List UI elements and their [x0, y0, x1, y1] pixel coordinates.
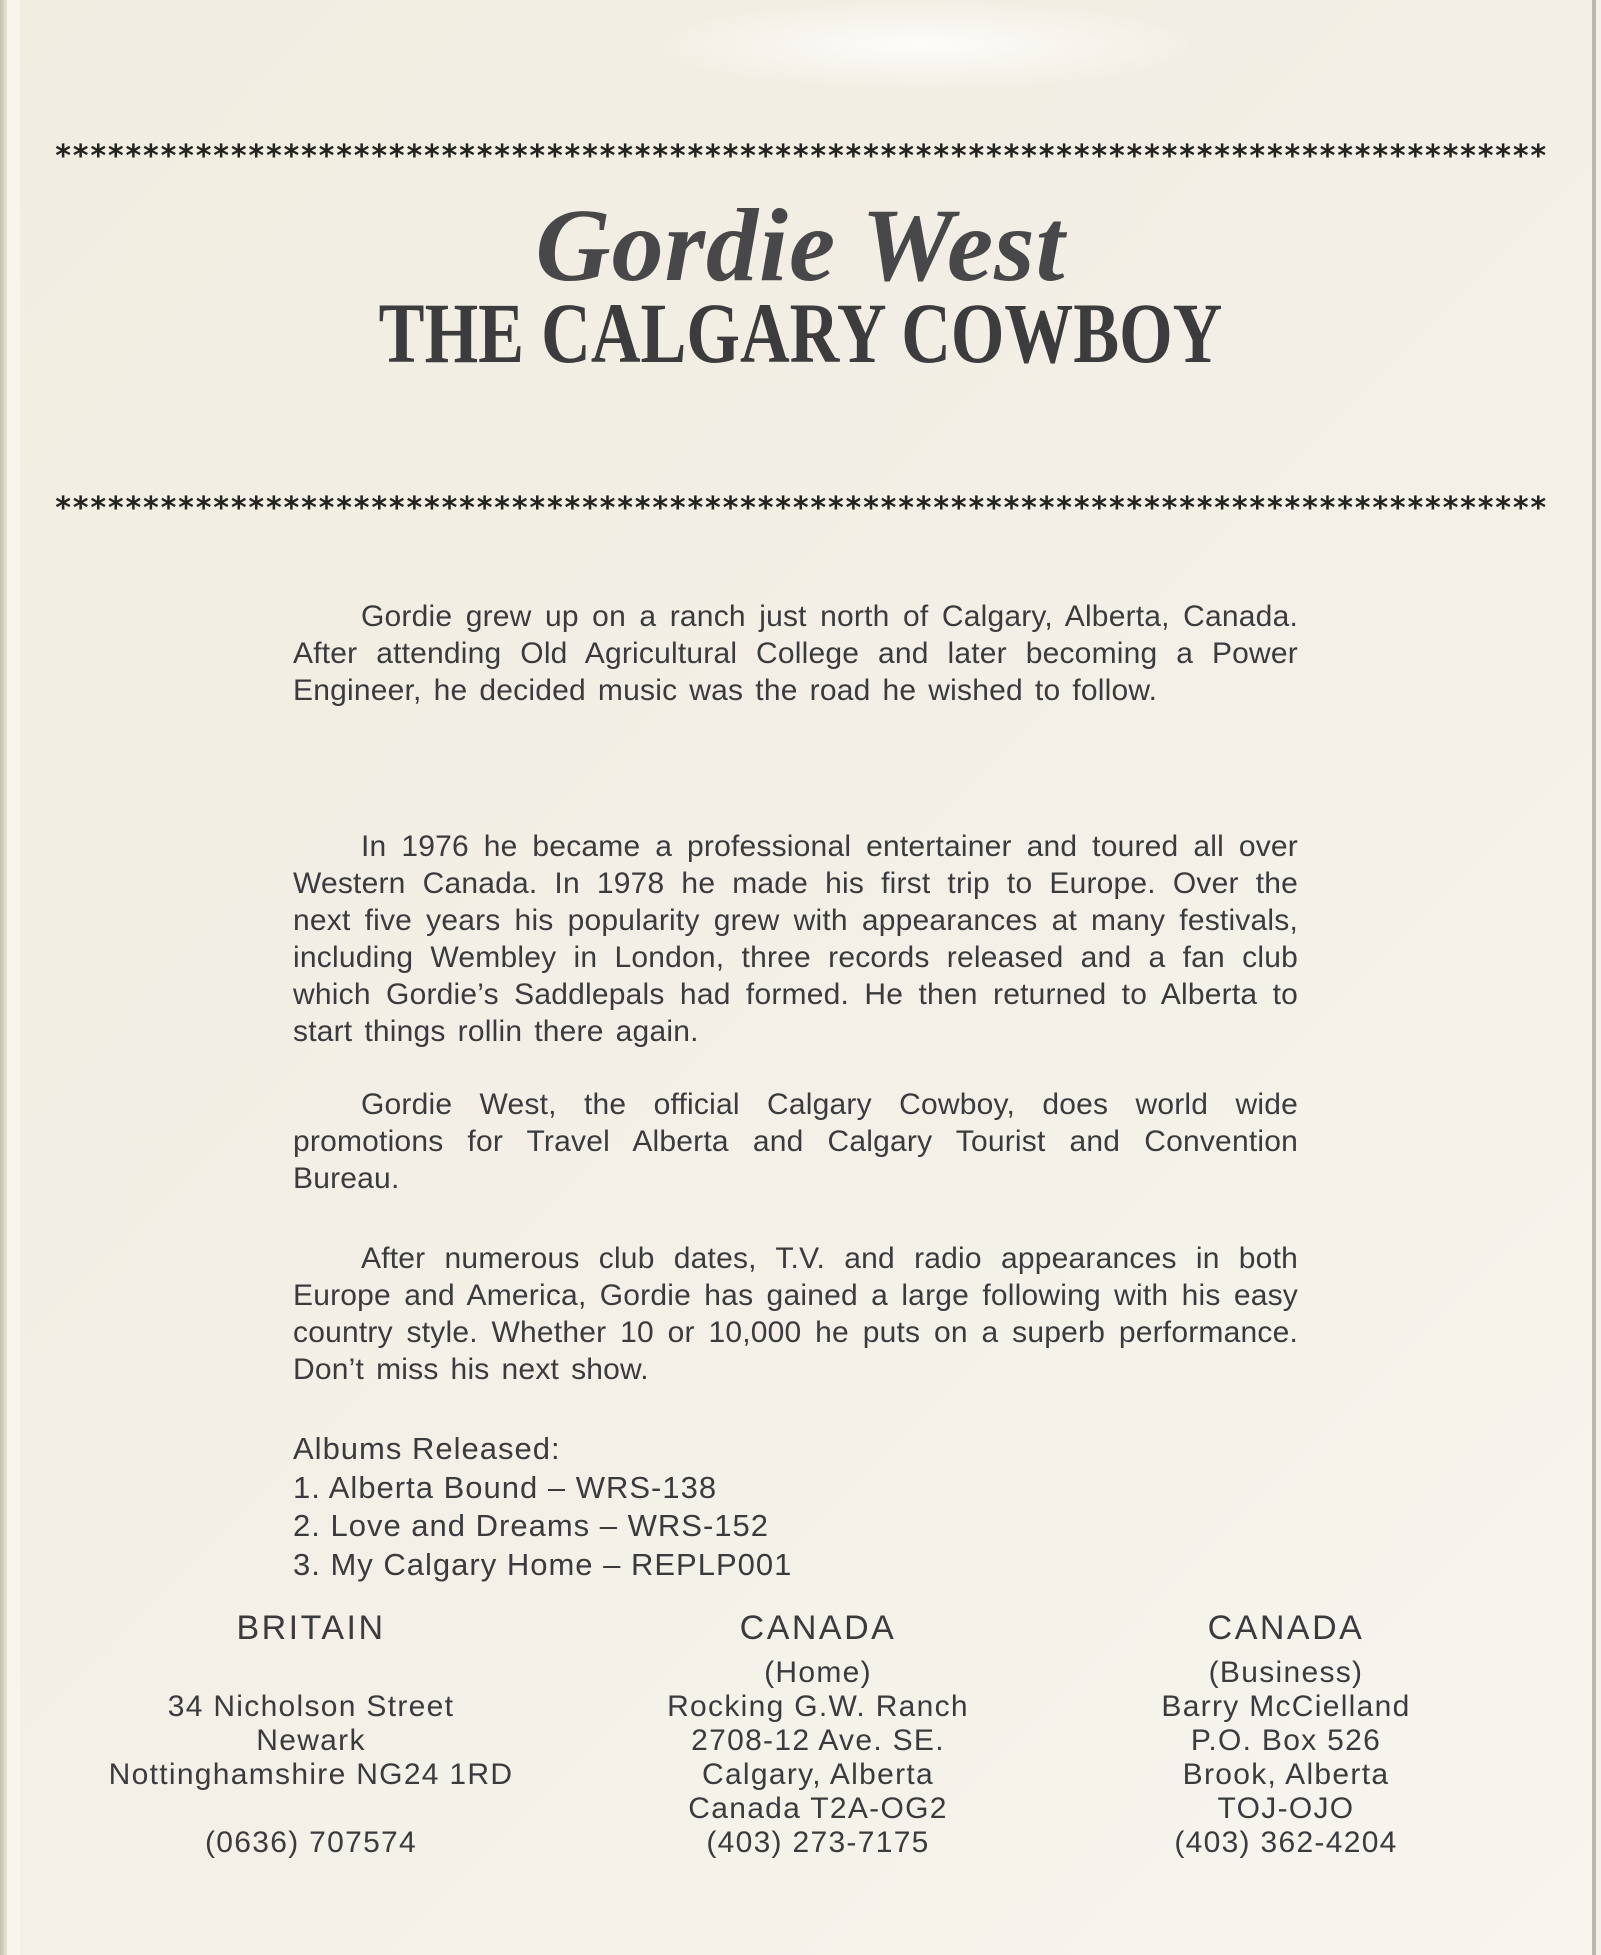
- divider-top: *************************************************************************************: [54, 142, 1547, 172]
- address-line: Barry McCielland: [1161, 1690, 1411, 1723]
- address-line: 2708-12 Ave. SE.: [691, 1724, 945, 1757]
- contact-region: CANADA: [739, 1609, 897, 1647]
- contact-phone: (403) 273-7175: [706, 1826, 930, 1859]
- address-line: Rocking G.W. Ranch: [667, 1690, 969, 1723]
- album-item: 2. Love and Dreams – WRS-152: [293, 1508, 769, 1543]
- address-line: Brook, Alberta: [1182, 1758, 1390, 1791]
- contact-subheading: (Home): [764, 1656, 872, 1689]
- album-item: 1. Alberta Bound – WRS-138: [293, 1469, 718, 1505]
- contact-subheading: (Business): [1208, 1656, 1364, 1689]
- contact-region: BRITAIN: [236, 1609, 386, 1647]
- address-line: Nottinghamshire NG24 1RD: [108, 1758, 514, 1791]
- address-line: 34 Nicholson Street: [167, 1690, 455, 1723]
- contact-address: [66, 1690, 556, 1826]
- page-title: Gordie West: [535, 188, 1066, 303]
- address-line: P.O. Box 526: [1190, 1724, 1382, 1757]
- address-line: TOJ-OJO: [1217, 1792, 1355, 1825]
- scan-light-patch: [640, 0, 1200, 90]
- album-item: 3. My Calgary Home – REPLP001: [293, 1546, 793, 1582]
- address-line: Calgary, Alberta: [701, 1758, 934, 1791]
- bio-paragraph-3: Gordie West, the official Calgary Cowboy, does world wide promotions for Travel Alberta and Calgary Tourist and Convention Bureau.: [293, 1088, 1298, 1195]
- address-line: Newark: [256, 1724, 366, 1757]
- page-subtitle: THE CALGARY COWBOY: [378, 285, 1223, 381]
- contact-address: [1041, 1690, 1531, 1826]
- bio-paragraph-2: In 1976 he became a professional entertainer and toured all over Western Canada. In 1978 he made his first trip to Europe. Over the next five years his popularity grew with appearances at many festivals, including Wembley in London, three records released and a fan club which Gordie’s Saddlepals had formed. He then returned to Alberta to start things rollin there again.: [293, 830, 1298, 1048]
- contact-phone: (0636) 707574: [204, 1826, 418, 1859]
- contact-address: [573, 1690, 1063, 1826]
- contact-phone: (403) 362-4204: [1174, 1826, 1398, 1859]
- albums-section: [293, 1430, 792, 1584]
- albums-heading: Albums Released:: [293, 1431, 561, 1466]
- contact-column-britain: [66, 1608, 556, 1860]
- divider-bottom: *************************************************************************************: [54, 494, 1547, 524]
- bio-paragraph-4: After numerous club dates, T.V. and radio appearances in both Europe and America, Gordie has gained a large following with his easy country style. Whether 10 or 10,000 he puts on a superb performance. Don’t miss his next show.: [293, 1242, 1298, 1386]
- contact-subheading: [66, 1656, 556, 1690]
- bio-paragraph-1: Gordie grew up on a ranch just north of Calgary, Alberta, Canada. After attending Old Agricultural College and later becoming a Power Engineer, he decided music was the road he wished to follow.: [293, 600, 1298, 707]
- contact-column-canada-business: [1041, 1608, 1531, 1860]
- address-line: Canada T2A-OG2: [688, 1792, 948, 1825]
- contact-column-canada-home: [573, 1608, 1063, 1860]
- contact-region: CANADA: [1207, 1609, 1365, 1647]
